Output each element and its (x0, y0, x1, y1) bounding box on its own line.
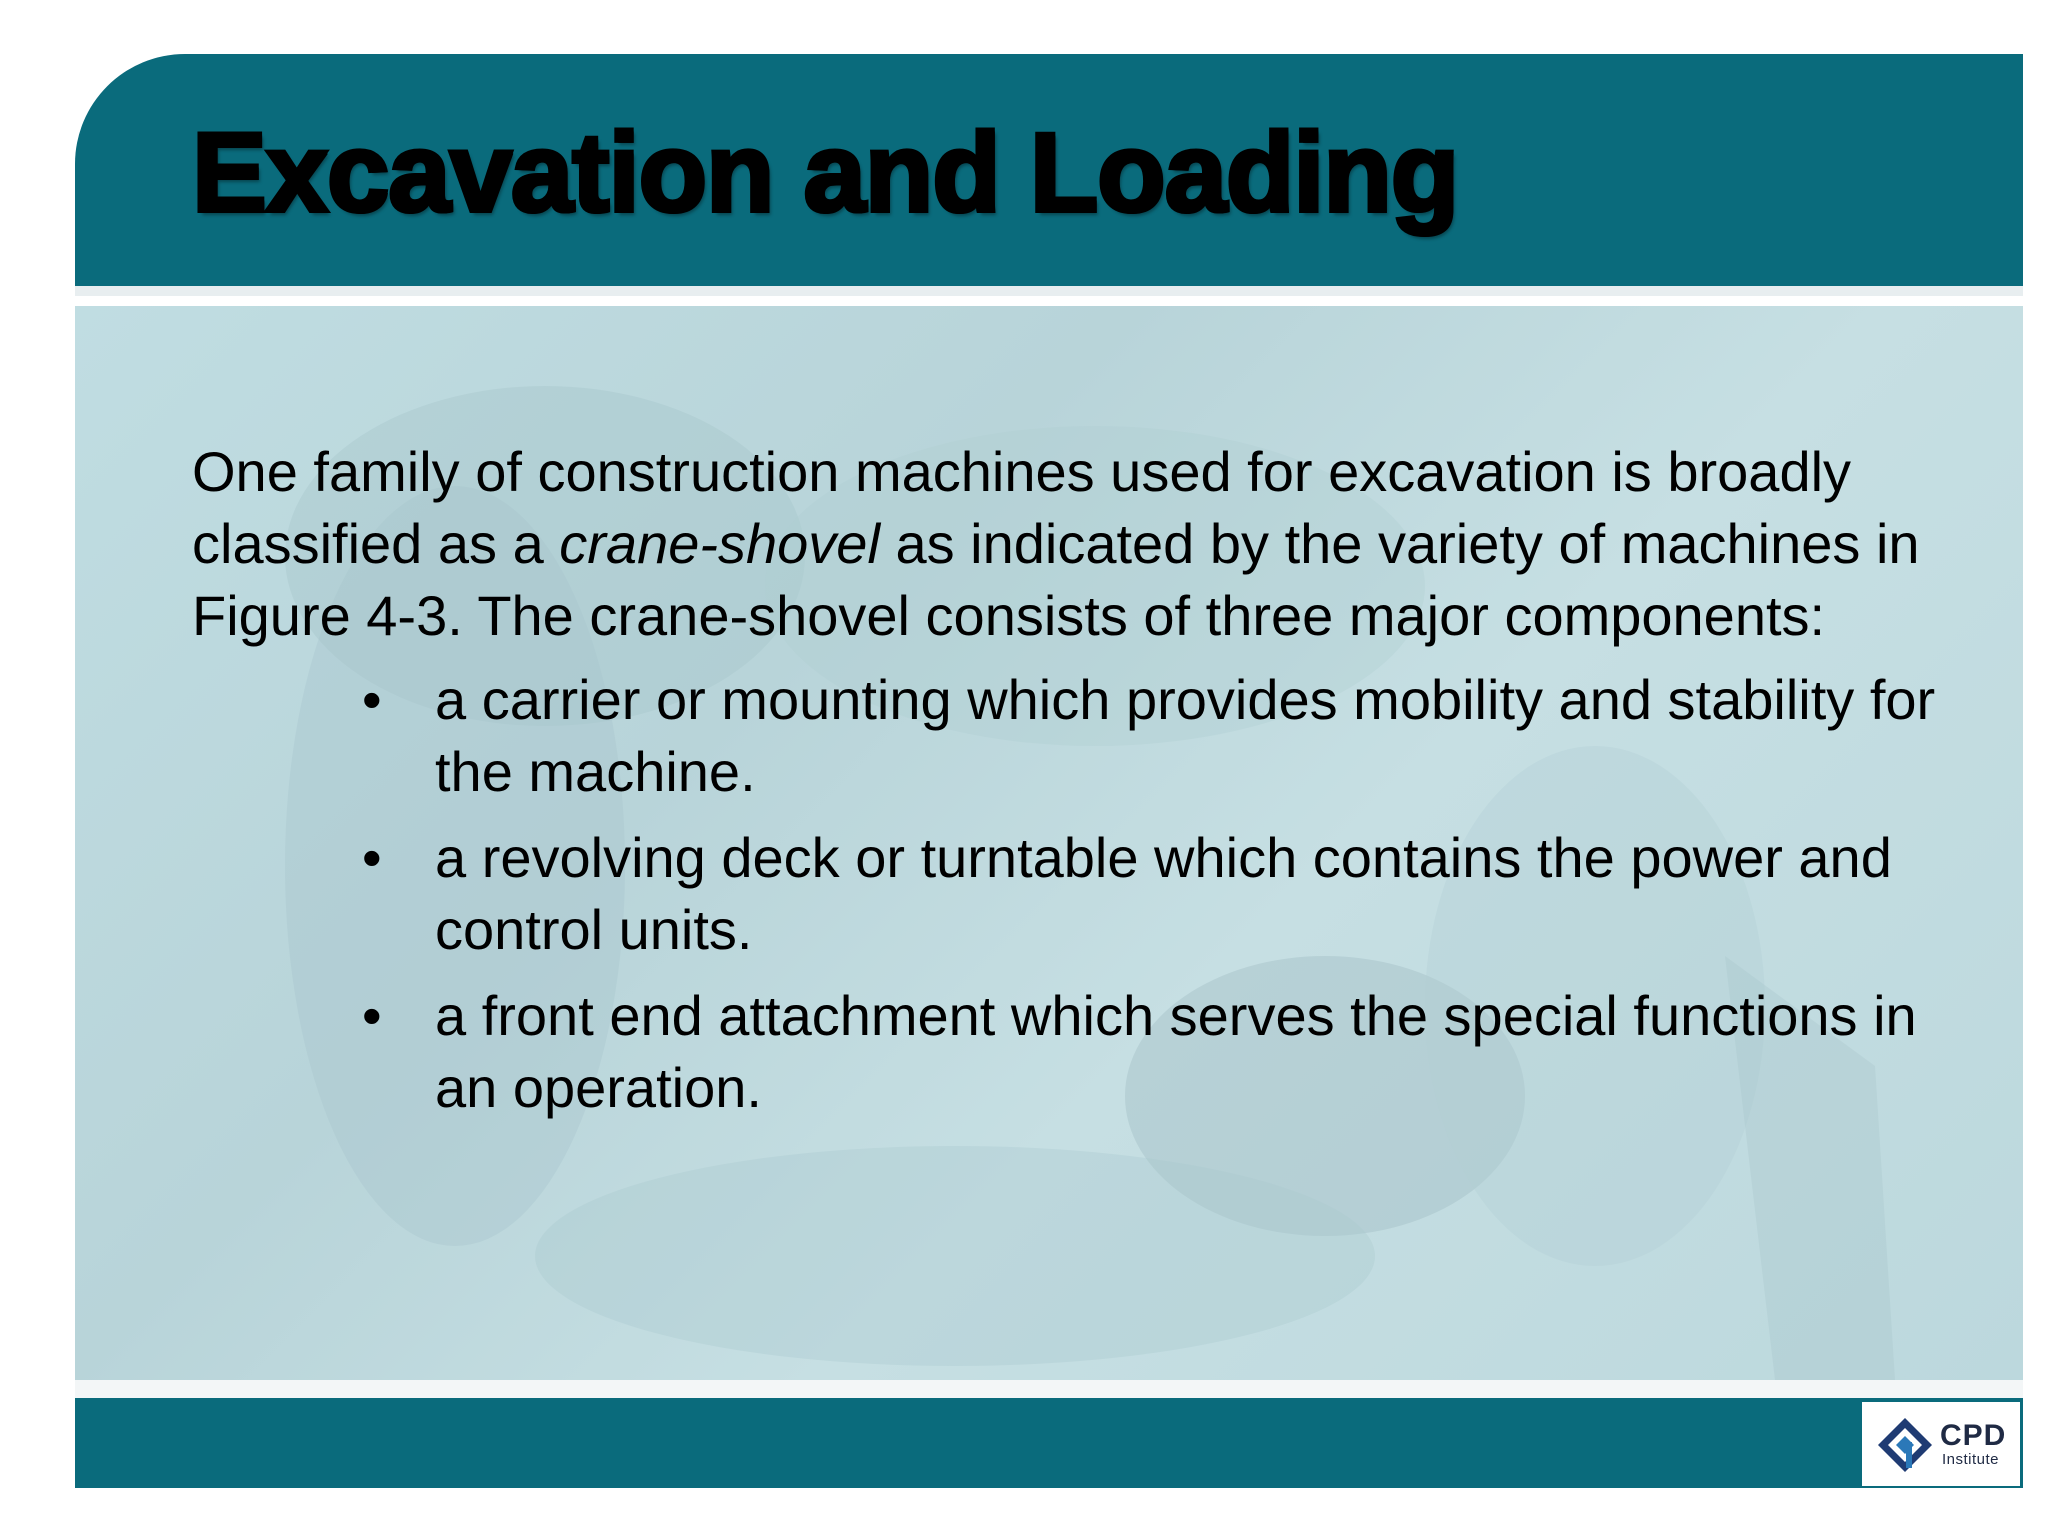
bullet-text: a front end attachment which serves the special functions in an operation. (435, 984, 1917, 1119)
bullet-text: a revolving deck or turntable which contains the power and control units. (435, 826, 1892, 961)
list-item (192, 980, 1952, 1124)
content-panel (75, 306, 2023, 1380)
bullet-icon: • (362, 984, 382, 1047)
intro-text-start: One family of construction machines used for excavation is broadly classified as a (192, 440, 1852, 575)
bullet-list (192, 664, 1952, 1124)
intro-paragraph (192, 436, 1952, 652)
slide-body (192, 436, 1952, 1138)
footer-band (75, 1398, 2023, 1488)
header-divider (75, 286, 2023, 296)
intro-italic-term: crane-shovel (559, 512, 880, 575)
cpd-diamond-icon (1876, 1416, 1934, 1474)
bullet-icon: • (362, 668, 382, 731)
cpd-logo (1862, 1402, 2020, 1486)
logo-subtitle: Institute (1942, 1451, 2000, 1468)
list-item (192, 822, 1952, 966)
logo-name: CPD (1940, 1419, 2007, 1452)
list-item (192, 664, 1952, 808)
bullet-icon: • (362, 826, 382, 889)
footer-divider (75, 1380, 2023, 1398)
slide-title: Excavation and Loading (192, 110, 1459, 235)
intro-text-end: as indicated by the variety of machines in Figure 4-3. The crane-shovel consists of three major components: (192, 512, 1920, 647)
bullet-text: a carrier or mounting which provides mobility and stability for the machine. (435, 668, 1936, 803)
